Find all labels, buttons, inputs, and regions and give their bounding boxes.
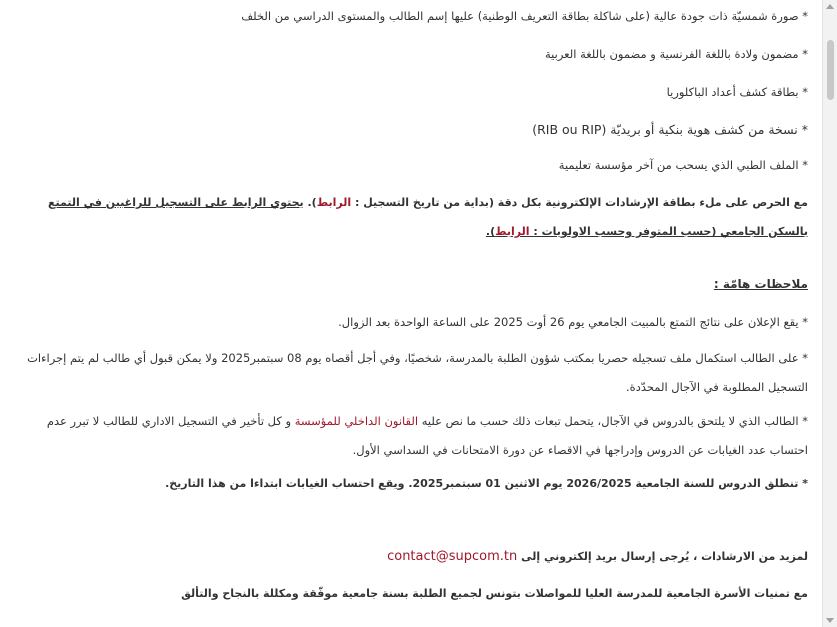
internal-rules-link[interactable]: القانون الداخلي للمؤسسة — [294, 414, 419, 428]
housing-notice: يحتوي الرابط على التسجيل للراغبين في التمتع بالسكن الجامعي (حسب المتوفر وحسب الاولويات : الرابط). — [48, 196, 808, 238]
list-item-text: الملف الطبي الذي يسحب من آخر مؤسسة تعليمية — [558, 158, 799, 172]
scroll-up-icon[interactable] — [826, 4, 834, 9]
notes-heading: ملاحظات هامّة : — [713, 277, 808, 291]
list-item-text: بطاقة كشف أعداد الباكلوريا — [666, 85, 799, 99]
list-item: * بطاقة كشف أعداد الباكلوريا — [666, 85, 808, 99]
list-item-text: مضمون ولادة باللغة الفرنسية و مضمون باللغة العربية — [545, 47, 799, 61]
closing-message: مع تمنيات الأسرة الجامعية للمدرسة العليا للمواصلات بتونس لجميع الطلبة بسنة جامعية موفّقة ومكللة بالنجاح والتألق — [181, 587, 808, 600]
list-item: * نسخة من كشف هوية بنكية أو بريديّة (RIB ou RIP) — [532, 122, 808, 137]
note-item: * يقع الإعلان على نتائج التمتع بالمبيت الجامعي يوم 26 أوت 2025 على الساعة الواحدة بعد الزوال. — [338, 315, 808, 329]
registration-notice: مع الحرص على ملء بطاقة الإرشادات الإلكترونية بكل دقة (بداية من تاريخ التسجيل : الرابط). يحتوي الرابط على التسجيل للراغبين في التمتع بالسكن الجامعي (حسب المتوفر وحسب الاولويات : الرابط). — [48, 196, 808, 238]
note-text: يقع الإعلان على نتائج التمتع بالمبيت الجامعي يوم 26 أوت 2025 على الساعة الواحدة بعد الزوال. — [338, 315, 799, 329]
list-item: * صورة شمسيّة ذات جودة عالية (على شاكلة بطاقة التعريف الوطنية) عليها إسم الطالب والمستوى الدراسي من الخلف — [241, 9, 808, 23]
list-item: * مضمون ولادة باللغة الفرنسية و مضمون باللغة العربية — [545, 47, 808, 61]
registration-link[interactable]: الرابط — [316, 196, 352, 209]
list-item-text: نسخة من كشف هوية بنكية أو بريديّة (RIB ou RIP) — [532, 122, 798, 137]
list-item-text: صورة شمسيّة ذات جودة عالية (على شاكلة بطاقة التعريف الوطنية) عليها إسم الطالب والمستوى الدراسي من الخلف — [241, 9, 799, 23]
contact-email-link[interactable]: contact@supcom.tn — [387, 549, 518, 564]
contact-line — [387, 548, 808, 566]
housing-link[interactable]: الرابط — [495, 225, 530, 238]
scrollbar-thumb[interactable] — [827, 40, 834, 100]
contact-label: لمزيد من الارشادات ، يُرجى إرسال بريد إلكتروني إلى — [517, 550, 808, 563]
note-text: تنطلق الدروس للسنة الجامعية 2026/2025 يوم الاثنين 01 سبتمبر2025. ويقع احتساب الغيابات ابتداءا من هذا التاريخ. — [165, 477, 799, 490]
note-item: * الطالب الذي لا يلتحق بالدروس في الآجال، يتحمل تبعات ذلك حسب ما نص عليه القانون الداخلي للمؤسسة و كل تأخير في التسجيل الاداري للطالب لا تبرر عدم احتساب عدد الغيابات عن الدروس وإدراجها في الاقصاء عن دورة الامتحانات في السداسي الأول. — [46, 414, 808, 457]
scroll-down-icon[interactable] — [826, 618, 834, 623]
list-item: * الملف الطبي الذي يسحب من آخر مؤسسة تعليمية — [558, 158, 808, 172]
note-text: على الطالب استكمال ملف تسجيله حصريا بمكتب شؤون الطلبة بالمدرسة، شخصيًا، وفي أجل أقصاه يوم 08 سبتمبر2025 ولا يمكن قبول أي طالب لم يتم إجراءات التسجيل المطلوبة في الآجال المحدّدة. — [27, 351, 808, 394]
note-item: * تنطلق الدروس للسنة الجامعية 2026/2025 يوم الاثنين 01 سبتمبر2025. ويقع احتساب الغيابات ابتداءا من هذا التاريخ. — [165, 477, 808, 490]
vertical-scrollbar[interactable] — [822, 0, 837, 627]
note-item: * على الطالب استكمال ملف تسجيله حصريا بمكتب شؤون الطلبة بالمدرسة، شخصيًا، وفي أجل أقصاه يوم 08 سبتمبر2025 ولا يمكن قبول أي طالب لم يتم إجراءات التسجيل المطلوبة في الآجال المحدّدة. — [27, 351, 808, 394]
